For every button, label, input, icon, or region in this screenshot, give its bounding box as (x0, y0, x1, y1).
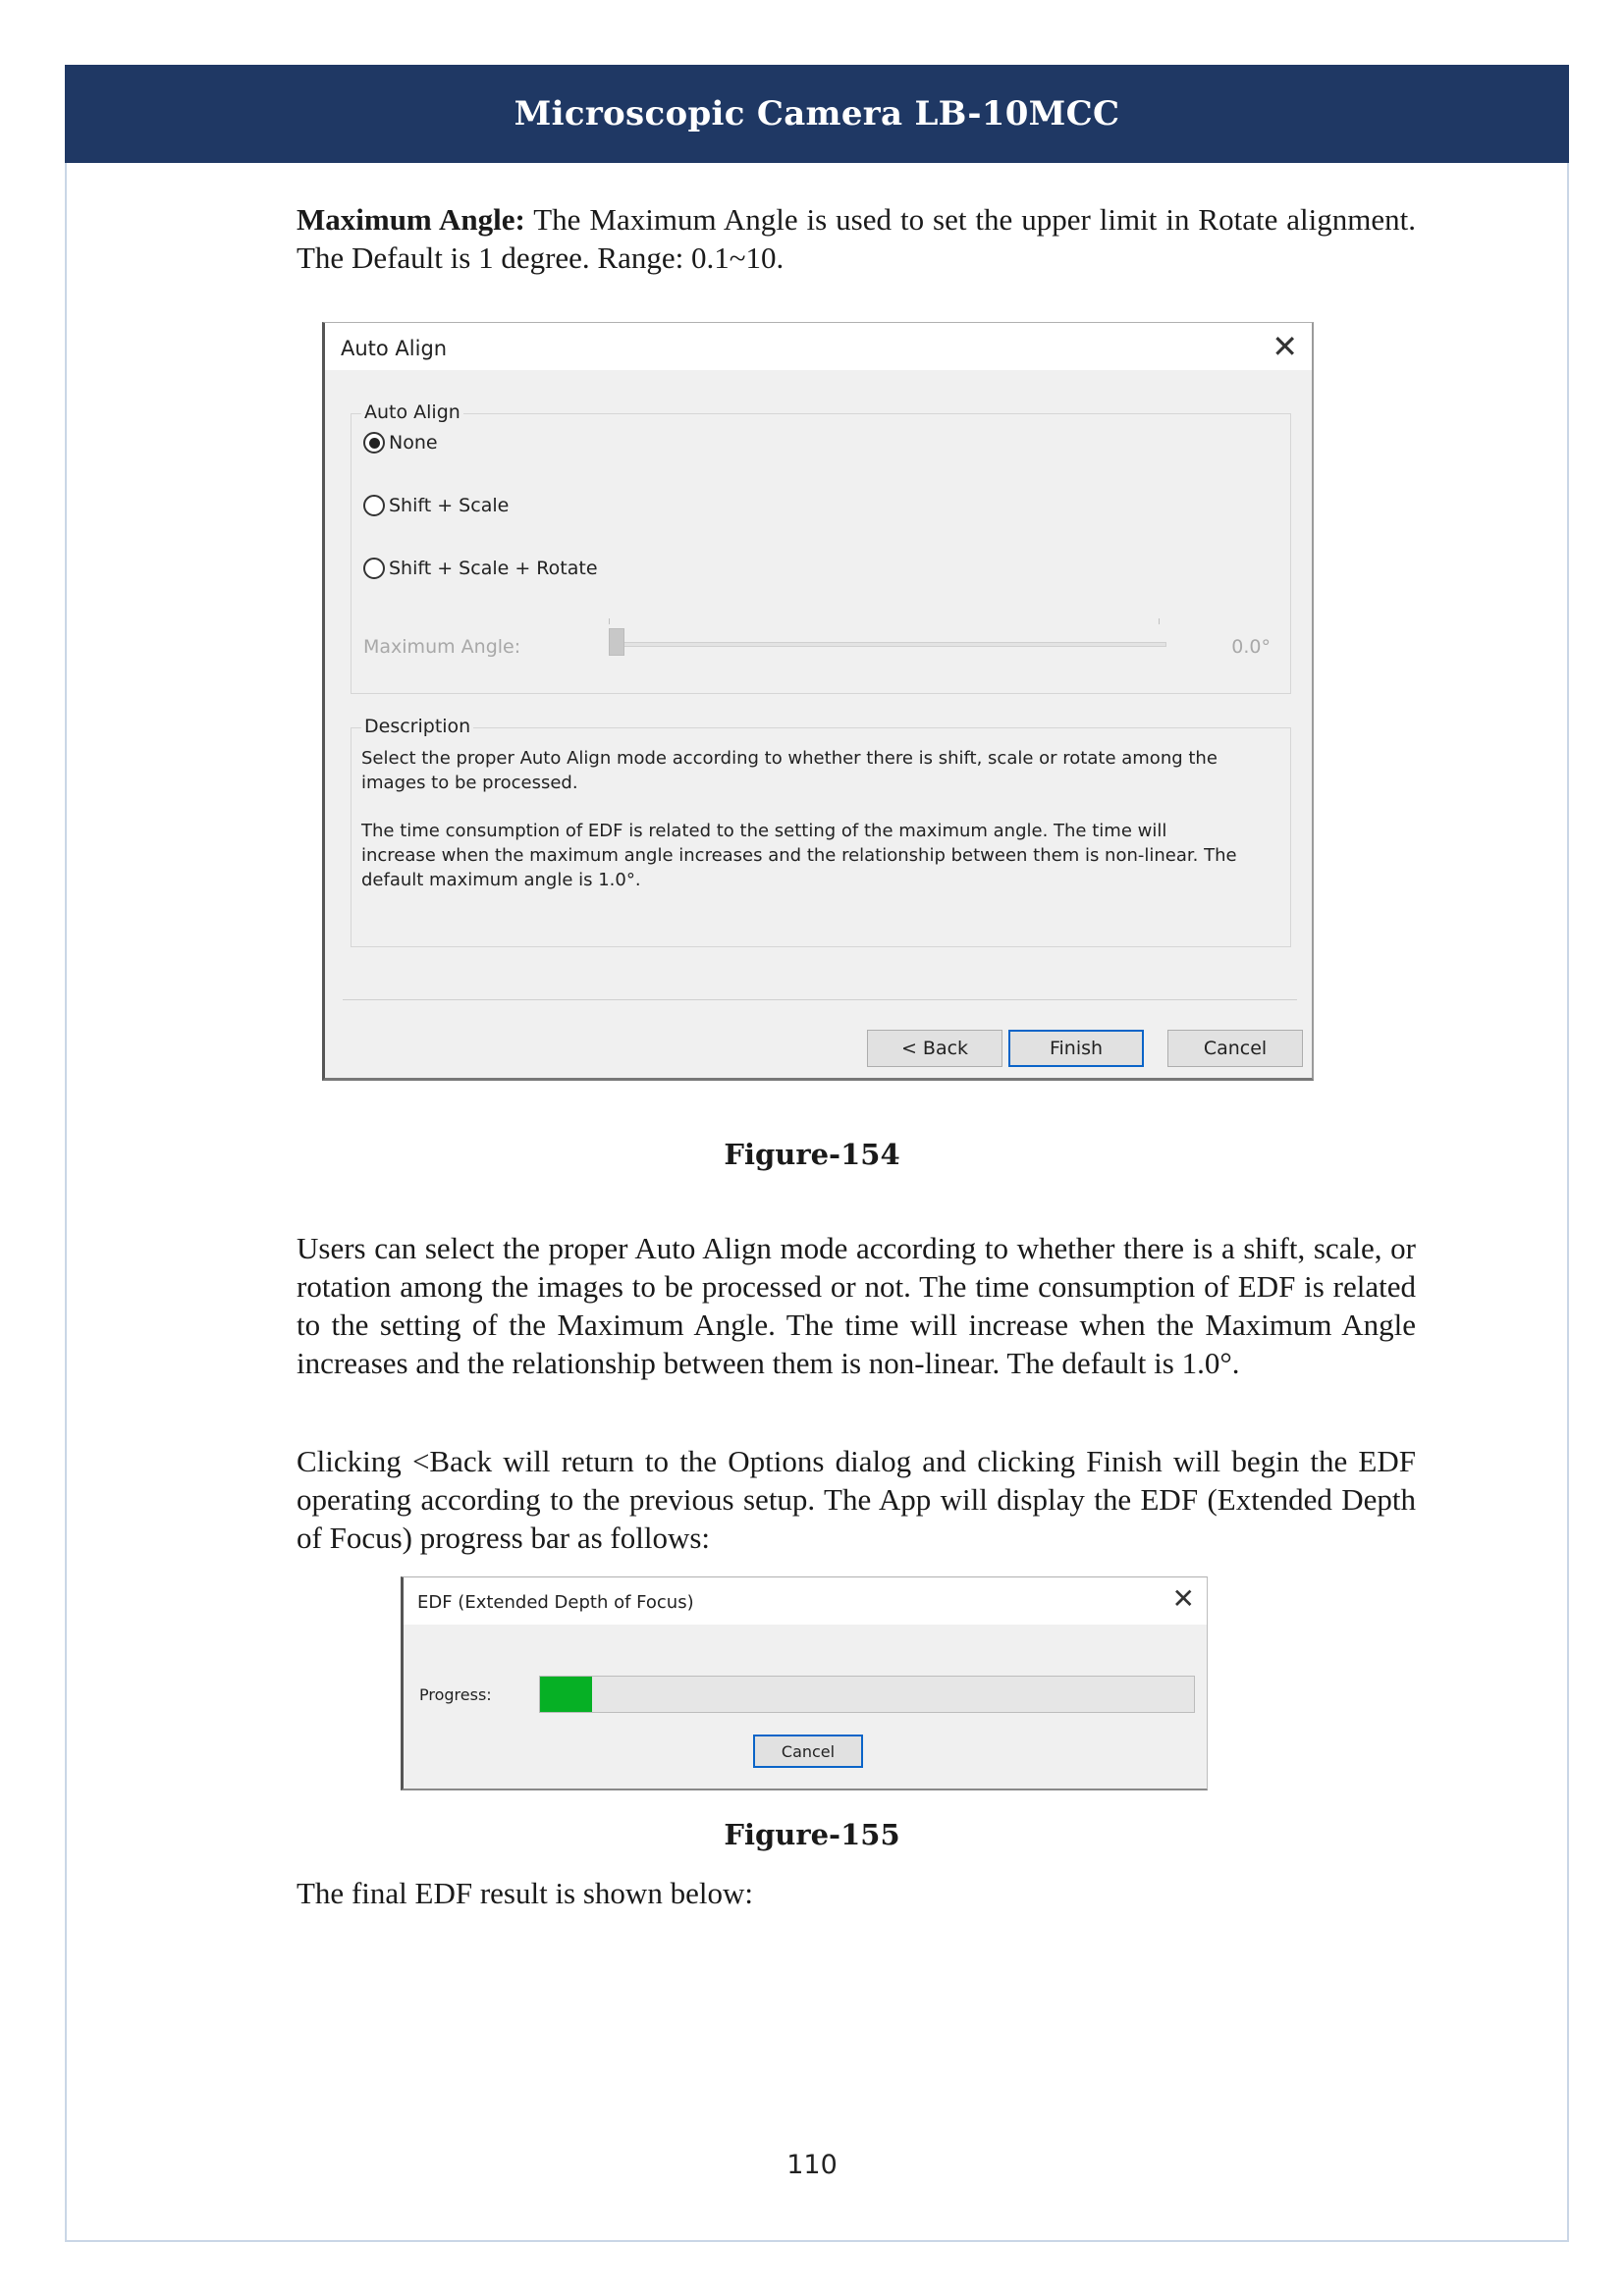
edf-progress-dialog (401, 1576, 1208, 1790)
radio-shift-scale[interactable] (363, 495, 509, 516)
dialog-separator (343, 999, 1297, 1000)
edf-cancel-button[interactable]: Cancel (753, 1735, 863, 1768)
back-button[interactable]: < Back (867, 1030, 1002, 1067)
radio-button[interactable] (363, 558, 385, 579)
maximum-angle-value: 0.0° (1231, 636, 1271, 658)
auto-align-dialog (322, 322, 1314, 1081)
page-header (65, 65, 1569, 163)
progress-bar (539, 1676, 1195, 1713)
radio-label: Shift + Scale (389, 495, 510, 516)
dialog-titlebar (404, 1577, 1207, 1625)
close-icon[interactable]: ✕ (1272, 328, 1298, 365)
radio-button[interactable] (363, 495, 385, 516)
page-header-title: Microscopic Camera LB-10MCC (514, 94, 1120, 133)
maximum-angle-slider[interactable] (609, 642, 1166, 647)
groupbox-label: Auto Align (361, 401, 463, 423)
radio-label: Shift + Scale + Rotate (389, 558, 598, 579)
intro-text: The Maximum Angle is used to set the upper limit in Rotate alignment. The Default is 1 degree. Range: 0.1~10. (297, 202, 1417, 275)
body-paragraph-3: The final EDF result is shown below: (297, 1876, 753, 1910)
close-icon[interactable]: ✕ (1171, 1582, 1195, 1615)
maximum-angle-label: Maximum Angle: (363, 636, 521, 658)
body-paragraph-1: Users can select the proper Auto Align mode according to whether there is a shift, scale, or rotation among the images to be processed or not. The time consumption of EDF is related to the setting of the Maximum Angle. The time will increase when the Maximum Angle increases and the relationship between them is non-linear. The default is 1.0°. (297, 1231, 1416, 1380)
description-text-2: The time consumption of EDF is related to the setting of the maximum angle. The time will increase when the maximum angle increases and the relationship between them is non-linear. The default maximum angle is 1.0°. (361, 821, 1237, 890)
radio-shift-scale-rotate[interactable] (363, 558, 598, 579)
cancel-button[interactable]: Cancel (1167, 1030, 1303, 1067)
description-text-1: Select the proper Auto Align mode according to whether there is shift, scale or rotate among the images to be processed. (361, 748, 1218, 793)
radio-label: None (389, 432, 438, 454)
figure-155-caption: Figure-155 (724, 1818, 900, 1851)
intro-term: Maximum Angle: (297, 202, 525, 237)
radio-none[interactable] (363, 432, 438, 454)
progress-label: Progress: (419, 1685, 492, 1704)
slider-tick (609, 618, 610, 624)
dialog-title: EDF (Extended Depth of Focus) (417, 1592, 694, 1613)
description-groupbox (351, 716, 1291, 947)
figure-154-caption: Figure-154 (724, 1138, 900, 1171)
dialog-titlebar (325, 323, 1312, 370)
slider-thumb[interactable] (609, 628, 624, 656)
radio-button-selected[interactable] (363, 432, 385, 454)
dialog-title: Auto Align (341, 337, 448, 360)
groupbox-label: Description (361, 716, 473, 737)
body-paragraph-2: Clicking <Back will return to the Options dialog and clicking Finish will begin the EDF operating according to the previous setup. The App will display the EDF (Extended Depth of Focus) progress bar as follows: (297, 1444, 1416, 1555)
finish-button[interactable]: Finish (1008, 1030, 1144, 1067)
auto-align-groupbox (351, 401, 1291, 694)
progress-fill (540, 1677, 592, 1712)
page-number: 110 (786, 2150, 838, 2180)
intro-paragraph (297, 200, 1416, 277)
slider-tick (1159, 618, 1160, 624)
